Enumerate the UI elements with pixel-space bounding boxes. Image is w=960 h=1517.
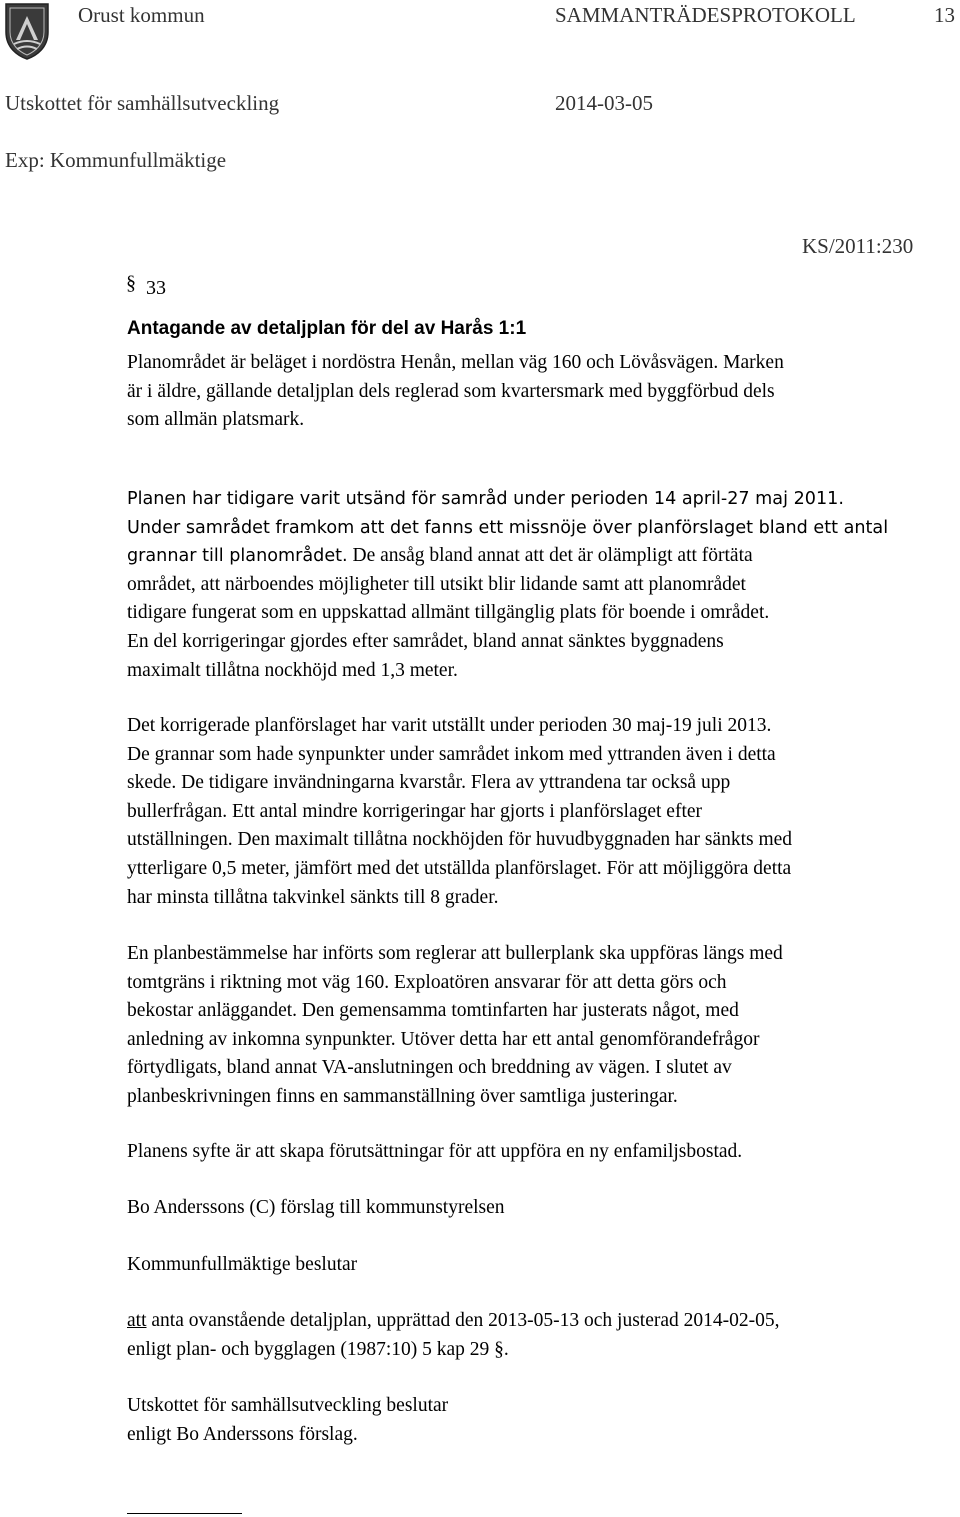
- text-line: utställningen. Den maximalt tillåtna nockhöjden för huvudbyggnaden har sänkts med: [127, 829, 793, 851]
- meeting-date: 2014-03-05: [555, 91, 653, 115]
- text-line: enligt Bo Anderssons förslag.: [127, 1423, 358, 1445]
- text-line: Planområdet är beläget i nordöstra Henån, mellan väg 160 och Lövåsvägen. Marken: [127, 352, 784, 373]
- text-line: området, att närboendes möjligheter till utsikt blir lidande samt att planområdet: [127, 573, 746, 595]
- municipality-name: Orust kommun: [78, 3, 205, 27]
- item-number: 33: [146, 277, 166, 299]
- page-number: 13: [934, 3, 955, 27]
- section-sign: §: [494, 1338, 504, 1360]
- text-line: tomtgräns i riktning mot väg 160. Exploatören ansvarar för att detta görs och: [127, 971, 727, 993]
- text-line: anledning av inkomna synpunkter. Utöver detta har ett antal genomförandefrågor: [127, 1028, 760, 1050]
- case-number: KS/2011:230: [802, 234, 914, 258]
- expedition-recipient: Exp: Kommunfullmäktige: [5, 148, 227, 172]
- committee-name: Utskottet för samhällsutveckling: [5, 91, 280, 115]
- municipal-coat-of-arms-icon: [4, 2, 50, 60]
- text-line: som allmän platsmark.: [127, 409, 305, 431]
- text-line: Det korrigerade planförslaget har varit utställt under perioden 30 maj-19 juli 2013.: [127, 715, 772, 736]
- text-line: Planens syfte är att skapa förutsättningar för att uppföra en ny enfamiljsbostad.: [127, 1141, 743, 1162]
- text-line: Bo Anderssons (C) förslag till kommunstyrelsen: [127, 1197, 505, 1218]
- text-line: Utskottet för samhällsutveckling beslutar: [127, 1395, 449, 1416]
- text-line-part: De ansåg bland annat att det är olämpligt att förtäta: [347, 545, 753, 567]
- text-line-part: anta ovanstående detaljplan, upprättad den 2013-05-13 och justerad 2014-02-05,: [146, 1310, 780, 1331]
- text-line: bullerfrågan. Ett antal mindre korrigeringar har gjorts i planförslaget efter: [127, 800, 703, 822]
- committee-decides: [127, 1392, 957, 1449]
- paragraph-purpose: [127, 1138, 957, 1167]
- decision-paragraph: [127, 1307, 957, 1364]
- council-decides-heading: [127, 1251, 957, 1280]
- text-line: Kommunfullmäktige beslutar: [127, 1254, 358, 1275]
- att-keyword: att: [127, 1310, 147, 1331]
- text-line: maximalt tillåtna nockhöjd med 1,3 meter.: [127, 659, 458, 681]
- protocol-title: SAMMANTRÄDESPROTOKOLL: [555, 3, 856, 27]
- text-line: De grannar som hade synpunkter under samrådet inkom med yttranden även i detta: [127, 743, 776, 765]
- text-line-part: enligt plan- och bygglagen (1987:10) 5 kap 29: [127, 1338, 495, 1360]
- text-line: skede. De tidigare invändningarna kvarstår. Flera av yttrandena tar också upp: [127, 772, 731, 794]
- text-line: är i äldre, gällande detaljplan dels reglerad som kvartersmark med byggförbud dels: [127, 380, 775, 402]
- proposal-heading: [127, 1194, 957, 1223]
- text-line: tidigare fungerat som en uppskattad allmänt tillgänglig plats för boende i området.: [127, 602, 770, 624]
- text-line-part: grannar till planområdet.: [127, 546, 348, 567]
- text-line-part: .: [503, 1338, 509, 1360]
- text-line: bekostar anläggandet. Den gemensamma tomtinfarten har justerats något, med: [127, 1000, 739, 1022]
- paragraph-noise-barrier: [127, 940, 957, 1112]
- section-sign: §: [126, 272, 136, 294]
- text-line: ytterligare 0,5 meter, jämfört med det utställda planförslaget. För att möjliggöra detta: [127, 857, 792, 879]
- paragraph-exhibition: [127, 712, 957, 912]
- text-line: Planen har tidigare varit utsänd för samråd under perioden 14 april-27 maj 2011.: [127, 489, 844, 509]
- signature-rule: [127, 1513, 242, 1514]
- text-line: En del korrigeringar gjordes efter samrådet, bland annat sänktes byggnadens: [127, 630, 724, 652]
- item-title: Antagande av detaljplan för del av Harås 1:1: [127, 318, 527, 339]
- text-line: förtydligats, bland annat VA-anslutningen och breddning av vägen. I slutet av: [127, 1057, 732, 1079]
- text-line: Under samrådet framkom att det fanns ett missnöje över planförslaget bland ett antal: [127, 517, 889, 538]
- text-line: En planbestämmelse har införts som reglerar att bullerplank ska uppföras längs med: [127, 943, 783, 964]
- text-line: planbeskrivningen finns en sammanställning över samtliga justeringar.: [127, 1085, 678, 1107]
- paragraph-plan-area: [127, 349, 957, 435]
- text-line: har minsta tillåtna takvinkel sänkts till 8 grader.: [127, 886, 499, 908]
- paragraph-consultation: [127, 485, 957, 685]
